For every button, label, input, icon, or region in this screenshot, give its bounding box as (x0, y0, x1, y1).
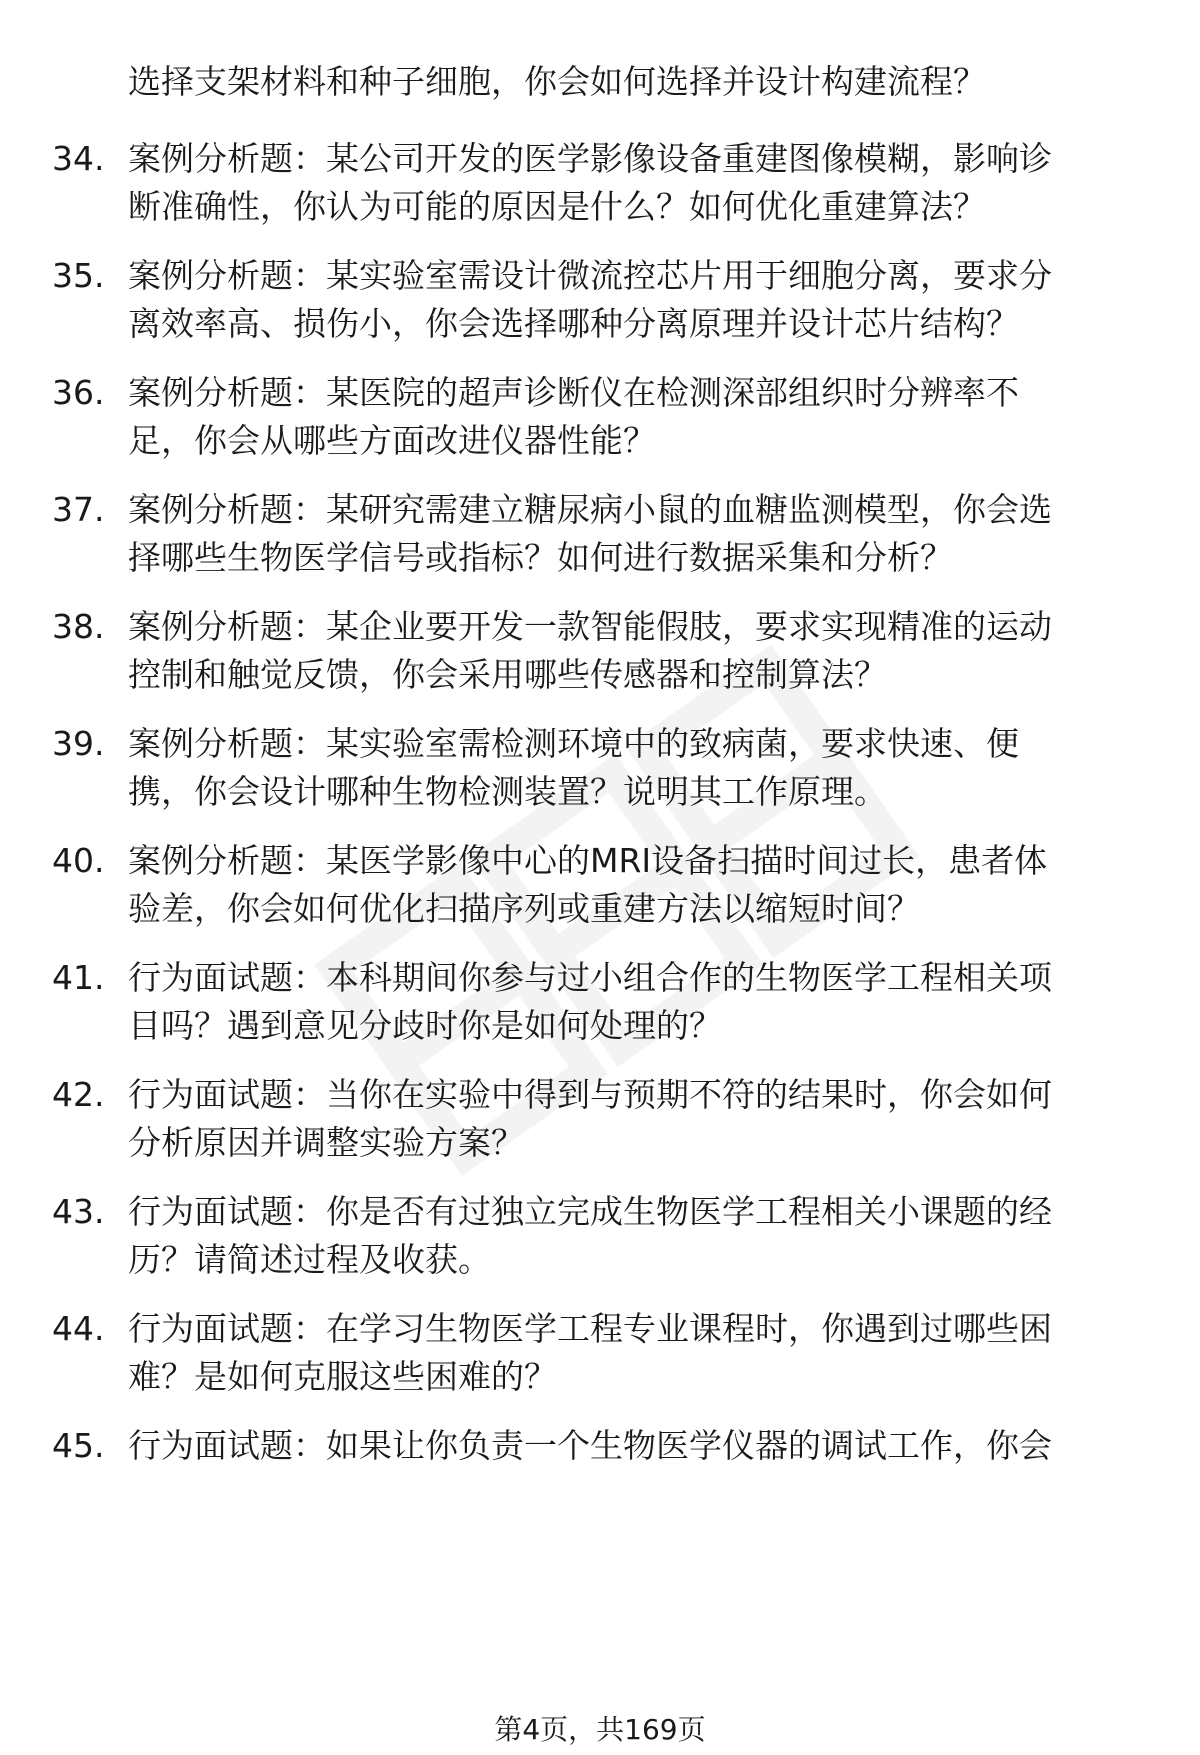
continued-question-text: 选择支架材料和种子细胞，你会如何选择并设计构建流程？ (128, 62, 986, 101)
question-text-line: 择哪些生物医学信号或指标？如何进行数据采集和分析？ (128, 538, 953, 577)
question-text-line: 案例分析题：某公司开发的医学影像设备重建图像模糊，影响诊 (128, 139, 1052, 178)
question-number: 39. (52, 724, 105, 763)
question-number: 37. (52, 490, 105, 529)
question-text-line: 案例分析题：某研究需建立糖尿病小鼠的血糖监测模型，你会选 (128, 490, 1052, 529)
list-item (0, 1305, 1200, 1405)
list-item (0, 603, 1200, 703)
question-number: 45. (52, 1426, 105, 1465)
list-item (0, 1422, 1200, 1522)
question-text-line: 足，你会从哪些方面改进仪器性能？ (128, 421, 656, 460)
question-text-line: 案例分析题：某医院的超声诊断仪在检测深部组织时分辨率不 (128, 373, 1019, 412)
question-text-line: 行为面试题：当你在实验中得到与预期不符的结果时，你会如何 (128, 1075, 1052, 1114)
question-text-line: 案例分析题：某医学影像中心的MRI设备扫描时间过长，患者体 (128, 841, 1048, 880)
question-text-line: 难？是如何克服这些困难的？ (128, 1357, 557, 1396)
question-text-line: 分析原因并调整实验方案？ (128, 1123, 524, 1162)
list-item (0, 954, 1200, 1054)
question-number: 41. (52, 958, 105, 997)
question-text-line: 历？请简述过程及收获。 (128, 1240, 491, 1279)
question-text-line: 案例分析题：某实验室需设计微流控芯片用于细胞分离，要求分 (128, 256, 1052, 295)
question-text-line: 行为面试题：本科期间你参与过小组合作的生物医学工程相关项 (128, 958, 1052, 997)
question-number: 44. (52, 1309, 105, 1348)
page-indicator: 第4页，共169页 (494, 1713, 706, 1746)
question-text-line: 断准确性，你认为可能的原因是什么？如何优化重建算法？ (128, 187, 986, 226)
list-item (0, 486, 1200, 586)
question-number: 43. (52, 1192, 105, 1231)
question-number: 34. (52, 139, 105, 178)
question-text-line: 行为面试题：如果让你负责一个生物医学仪器的调试工作，你会 (128, 1426, 1052, 1465)
question-text-line: 案例分析题：某企业要开发一款智能假肢，要求实现精准的运动 (128, 607, 1052, 646)
question-text-line: 行为面试题：你是否有过独立完成生物医学工程相关小课题的经 (128, 1192, 1052, 1231)
question-text-line: 携，你会设计哪种生物检测装置？说明其工作原理。 (128, 772, 887, 811)
question-number: 35. (52, 256, 105, 295)
question-text-line: 离效率高、损伤小，你会选择哪种分离原理并设计芯片结构？ (128, 304, 1019, 343)
list-item (0, 1071, 1200, 1171)
list-item (0, 369, 1200, 469)
list-item (0, 1188, 1200, 1288)
question-number: 38. (52, 607, 105, 646)
question-text-line: 行为面试题：在学习生物医学工程专业课程时，你遇到过哪些困 (128, 1309, 1052, 1348)
list-item (0, 837, 1200, 937)
question-number: 42. (52, 1075, 105, 1114)
question-number: 36. (52, 373, 105, 412)
question-text-line: 目吗？遇到意见分歧时你是如何处理的？ (128, 1006, 722, 1045)
question-number: 40. (52, 841, 105, 880)
question-text-line: 案例分析题：某实验室需检测环境中的致病菌，要求快速、便 (128, 724, 1019, 763)
list-item (0, 720, 1200, 820)
question-text-line: 控制和触觉反馈，你会采用哪些传感器和控制算法？ (128, 655, 887, 694)
list-item (0, 252, 1200, 352)
question-text-line: 验差，你会如何优化扫描序列或重建方法以缩短时间？ (128, 889, 920, 928)
list-item (0, 135, 1200, 235)
